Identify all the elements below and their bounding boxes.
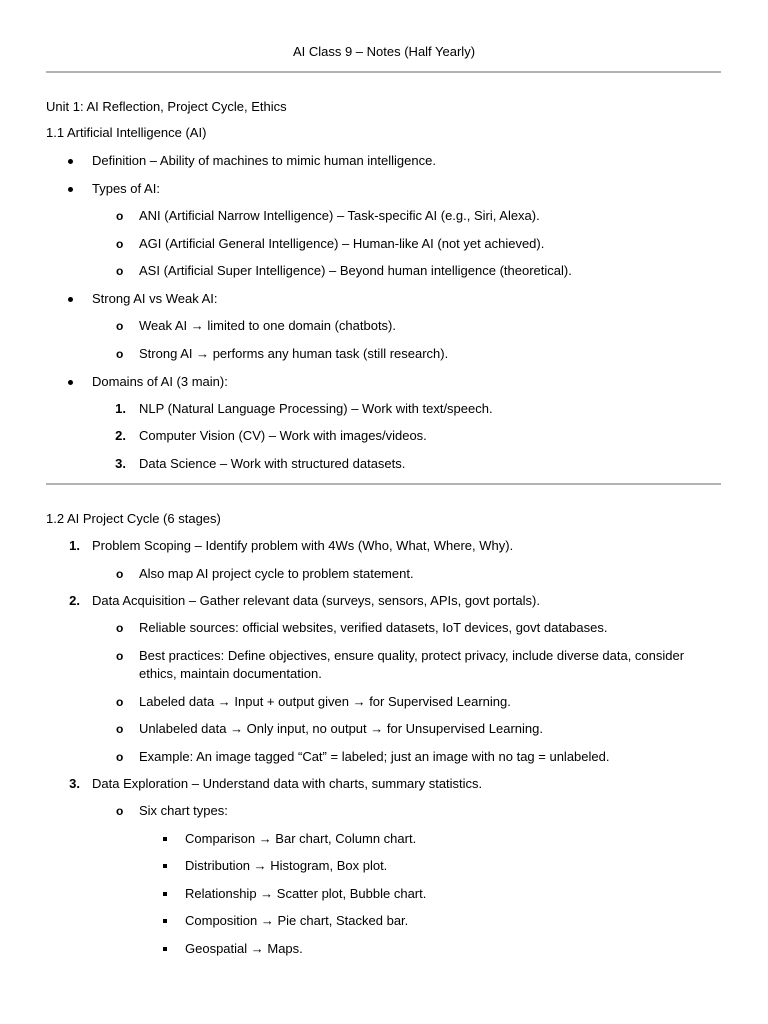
list-item: AGI (Artificial General Intelligence) – Human-like AI (not yet achieved).: [139, 236, 545, 251]
list-item: Geospatial → Maps.: [185, 941, 303, 956]
document-title: AI Class 9 – Notes (Half Yearly): [292, 44, 476, 59]
list-item: Domains of AI (3 main):: [92, 374, 228, 389]
list-item: NLP (Natural Language Processing) – Work with text/speech.: [139, 401, 493, 416]
circle-bullet-icon: o: [116, 621, 124, 635]
list-item: Also map AI project cycle to problem statement.: [139, 566, 414, 581]
circle-bullet-icon: o: [116, 750, 124, 764]
list-item: Labeled data → Input + output given → for Supervised Learning.: [139, 694, 511, 709]
bullet-icon: [68, 187, 73, 192]
circle-bullet-icon: o: [116, 567, 124, 581]
square-bullet-icon: [163, 892, 167, 896]
list-item: Data Acquisition – Gather relevant data (surveys, sensors, APIs, govt portals).: [92, 593, 540, 608]
circle-bullet-icon: o: [116, 649, 124, 663]
list-item: Types of AI:: [92, 181, 160, 196]
square-bullet-icon: [163, 947, 167, 951]
horizontal-rule: [46, 483, 721, 485]
bullet-icon: [68, 297, 73, 302]
circle-bullet-icon: o: [116, 722, 124, 736]
list-item: Computer Vision (CV) – Work with images/videos.: [139, 428, 427, 443]
list-item: Composition → Pie chart, Stacked bar.: [185, 913, 409, 928]
horizontal-rule: [46, 71, 721, 73]
bullet-icon: [68, 159, 73, 164]
list-number: 1.: [69, 538, 80, 553]
circle-bullet-icon: o: [116, 695, 124, 709]
square-bullet-icon: [163, 919, 167, 923]
list-item: Unlabeled data → Only input, no output → for Unsupervised Learning.: [139, 721, 543, 736]
list-item: Six chart types:: [139, 803, 228, 818]
list-number: 2.: [115, 428, 126, 443]
list-number: 3.: [69, 776, 80, 791]
section-heading-1-2: 1.2 AI Project Cycle (6 stages): [46, 511, 221, 526]
list-item: Strong AI vs Weak AI:: [92, 291, 218, 306]
circle-bullet-icon: o: [116, 264, 124, 278]
list-item: Reliable sources: official websites, verified datasets, IoT devices, govt databases.: [139, 620, 608, 635]
list-number: 2.: [69, 593, 80, 608]
square-bullet-icon: [163, 837, 167, 841]
section-heading-1-1: 1.1 Artificial Intelligence (AI): [46, 125, 207, 140]
list-item: Weak AI → limited to one domain (chatbots).: [139, 318, 396, 333]
list-item: Problem Scoping – Identify problem with 4Ws (Who, What, Where, Why).: [92, 538, 514, 553]
circle-bullet-icon: o: [116, 237, 124, 251]
list-item: Data Science – Work with structured datasets.: [139, 456, 406, 471]
bullet-icon: [68, 380, 73, 385]
list-item: ASI (Artificial Super Intelligence) – Beyond human intelligence (theoretical).: [139, 263, 572, 278]
list-item: Relationship → Scatter plot, Bubble chart.: [185, 886, 427, 901]
list-item: Distribution → Histogram, Box plot.: [185, 858, 388, 873]
list-number: 1.: [115, 401, 126, 416]
circle-bullet-icon: o: [116, 347, 124, 361]
list-item: Definition – Ability of machines to mimic human intelligence.: [92, 153, 436, 168]
list-item: Best practices: Define objectives, ensure quality, protect privacy, include diverse data, consider ethics, maintain documentation.: [139, 648, 685, 681]
list-item: Strong AI → performs any human task (still research).: [139, 346, 449, 361]
unit-heading: Unit 1: AI Reflection, Project Cycle, Ethics: [46, 99, 287, 114]
list-number: 3.: [115, 456, 126, 471]
circle-bullet-icon: o: [116, 319, 124, 333]
list-item: ANI (Artificial Narrow Intelligence) – Task-specific AI (e.g., Siri, Alexa).: [139, 208, 540, 223]
square-bullet-icon: [163, 864, 167, 868]
list-item: Comparison → Bar chart, Column chart.: [185, 831, 417, 846]
circle-bullet-icon: o: [116, 209, 124, 223]
list-item: Example: An image tagged “Cat” = labeled; just an image with no tag = unlabeled.: [139, 749, 610, 764]
circle-bullet-icon: o: [116, 804, 124, 818]
list-item: Data Exploration – Understand data with charts, summary statistics.: [92, 776, 483, 791]
